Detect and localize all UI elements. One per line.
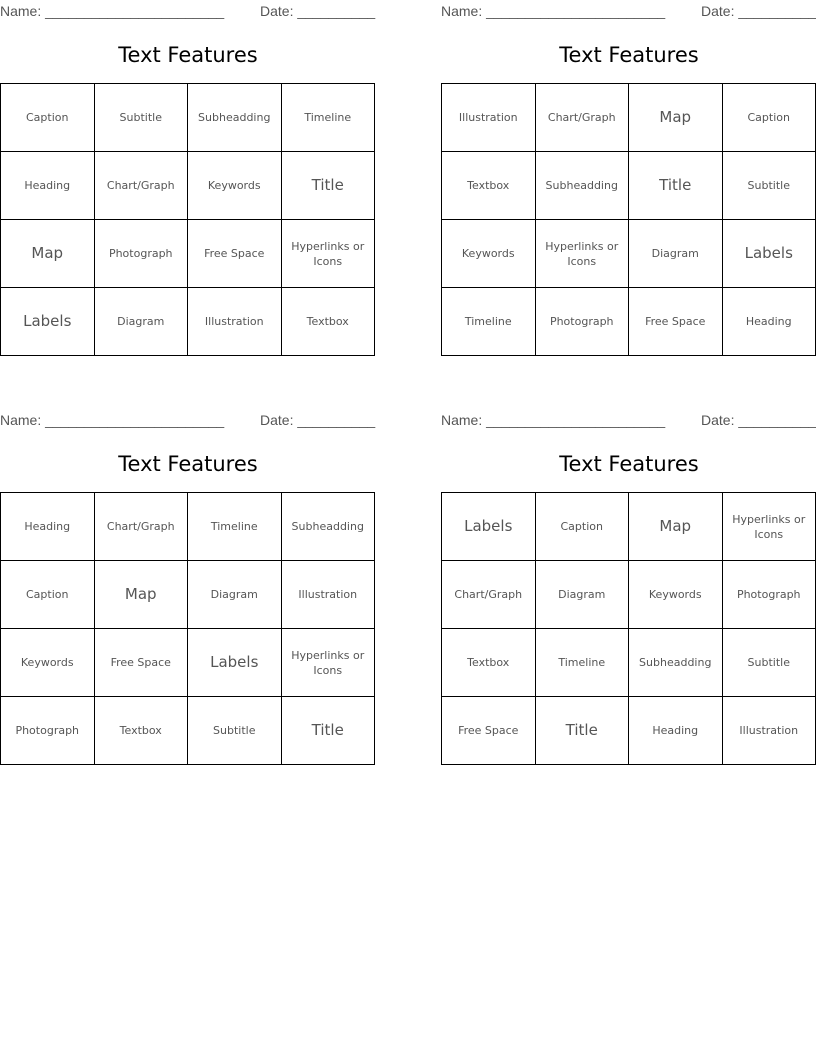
grid-cell: Textbox (442, 629, 536, 697)
name-field-label: Name: _______________________ (441, 3, 666, 19)
grid-cell: Heading (722, 288, 816, 356)
grid-row (442, 220, 816, 288)
grid-row (1, 561, 375, 629)
grid-cell: Heading (1, 152, 95, 220)
grid-row (442, 561, 816, 629)
grid-cell: Textbox (94, 697, 188, 765)
date-field-label: Date: __________ (260, 412, 376, 428)
name-date-header (0, 2, 376, 20)
grid-cell: Map (1, 220, 95, 288)
grid-cell: Subtitle (188, 697, 282, 765)
grid-cell: Heading (629, 697, 723, 765)
grid-cell: Free Space (442, 697, 536, 765)
grid-cell: Subtitle (722, 629, 816, 697)
grid-cell: Hyperlinks or Icons (535, 220, 629, 288)
grid-cell: Labels (722, 220, 816, 288)
grid-cell: Caption (1, 84, 95, 152)
grid-cell: Illustration (442, 84, 536, 152)
grid-cell: Subheadding (629, 629, 723, 697)
grid-row (1, 220, 375, 288)
grid-cell: Diagram (629, 220, 723, 288)
grid-cell: Keywords (629, 561, 723, 629)
grid-cell: Keywords (442, 220, 536, 288)
grid-cell: Diagram (188, 561, 282, 629)
grid-cell: Labels (442, 493, 536, 561)
grid-cell: Labels (1, 288, 95, 356)
grid-cell: Labels (188, 629, 282, 697)
grid-cell: Map (94, 561, 188, 629)
bingo-card (0, 0, 376, 360)
grid-cell: Chart/Graph (535, 84, 629, 152)
grid-cell: Photograph (1, 697, 95, 765)
grid-row (1, 84, 375, 152)
grid-row (1, 697, 375, 765)
grid-cell: Textbox (281, 288, 375, 356)
grid-cell: Free Space (188, 220, 282, 288)
bingo-grid (0, 492, 375, 765)
grid-cell: Timeline (281, 84, 375, 152)
grid-row (1, 629, 375, 697)
grid-cell: Hyperlinks or Icons (281, 220, 375, 288)
grid-cell: Textbox (442, 152, 536, 220)
grid-cell: Map (629, 84, 723, 152)
name-field-label: Name: _______________________ (0, 412, 225, 428)
name-field-label: Name: _______________________ (441, 412, 666, 428)
grid-cell: Caption (535, 493, 629, 561)
grid-cell: Map (629, 493, 723, 561)
bingo-card (441, 409, 816, 769)
grid-row (442, 493, 816, 561)
grid-cell: Keywords (1, 629, 95, 697)
grid-cell: Caption (722, 84, 816, 152)
grid-row (442, 697, 816, 765)
grid-cell: Subheadding (535, 152, 629, 220)
grid-row (442, 84, 816, 152)
grid-cell: Free Space (94, 629, 188, 697)
date-field-label: Date: __________ (260, 3, 376, 19)
name-date-header (0, 411, 376, 429)
bingo-card (441, 0, 816, 360)
grid-cell: Subheadding (188, 84, 282, 152)
grid-cell: Subtitle (94, 84, 188, 152)
grid-cell: Heading (1, 493, 95, 561)
bingo-card (0, 409, 376, 769)
card-title: Text Features (118, 452, 258, 476)
grid-cell: Subheadding (281, 493, 375, 561)
grid-row (442, 629, 816, 697)
grid-cell: Illustration (722, 697, 816, 765)
grid-cell: Illustration (281, 561, 375, 629)
grid-row (1, 288, 375, 356)
grid-cell: Illustration (188, 288, 282, 356)
grid-cell: Diagram (535, 561, 629, 629)
grid-row (1, 152, 375, 220)
name-field-label: Name: _______________________ (0, 3, 225, 19)
grid-cell: Hyperlinks or Icons (722, 493, 816, 561)
grid-row (442, 288, 816, 356)
grid-cell: Title (535, 697, 629, 765)
bingo-grid (0, 83, 375, 356)
grid-cell: Timeline (188, 493, 282, 561)
grid-row (1, 493, 375, 561)
name-date-header (441, 2, 816, 20)
card-title: Text Features (559, 452, 699, 476)
card-title: Text Features (559, 43, 699, 67)
grid-cell: Title (629, 152, 723, 220)
grid-cell: Title (281, 697, 375, 765)
grid-cell: Timeline (535, 629, 629, 697)
grid-cell: Hyperlinks or Icons (281, 629, 375, 697)
grid-cell: Subtitle (722, 152, 816, 220)
grid-row (442, 152, 816, 220)
grid-cell: Diagram (94, 288, 188, 356)
grid-cell: Title (281, 152, 375, 220)
grid-cell: Free Space (629, 288, 723, 356)
card-title: Text Features (118, 43, 258, 67)
grid-cell: Photograph (722, 561, 816, 629)
grid-cell: Keywords (188, 152, 282, 220)
bingo-grid (441, 83, 816, 356)
bingo-grid (441, 492, 816, 765)
grid-cell: Photograph (535, 288, 629, 356)
grid-cell: Chart/Graph (94, 493, 188, 561)
grid-cell: Timeline (442, 288, 536, 356)
name-date-header (441, 411, 816, 429)
date-field-label: Date: __________ (701, 3, 816, 19)
grid-cell: Photograph (94, 220, 188, 288)
grid-cell: Chart/Graph (94, 152, 188, 220)
date-field-label: Date: __________ (701, 412, 816, 428)
grid-cell: Caption (1, 561, 95, 629)
grid-cell: Chart/Graph (442, 561, 536, 629)
